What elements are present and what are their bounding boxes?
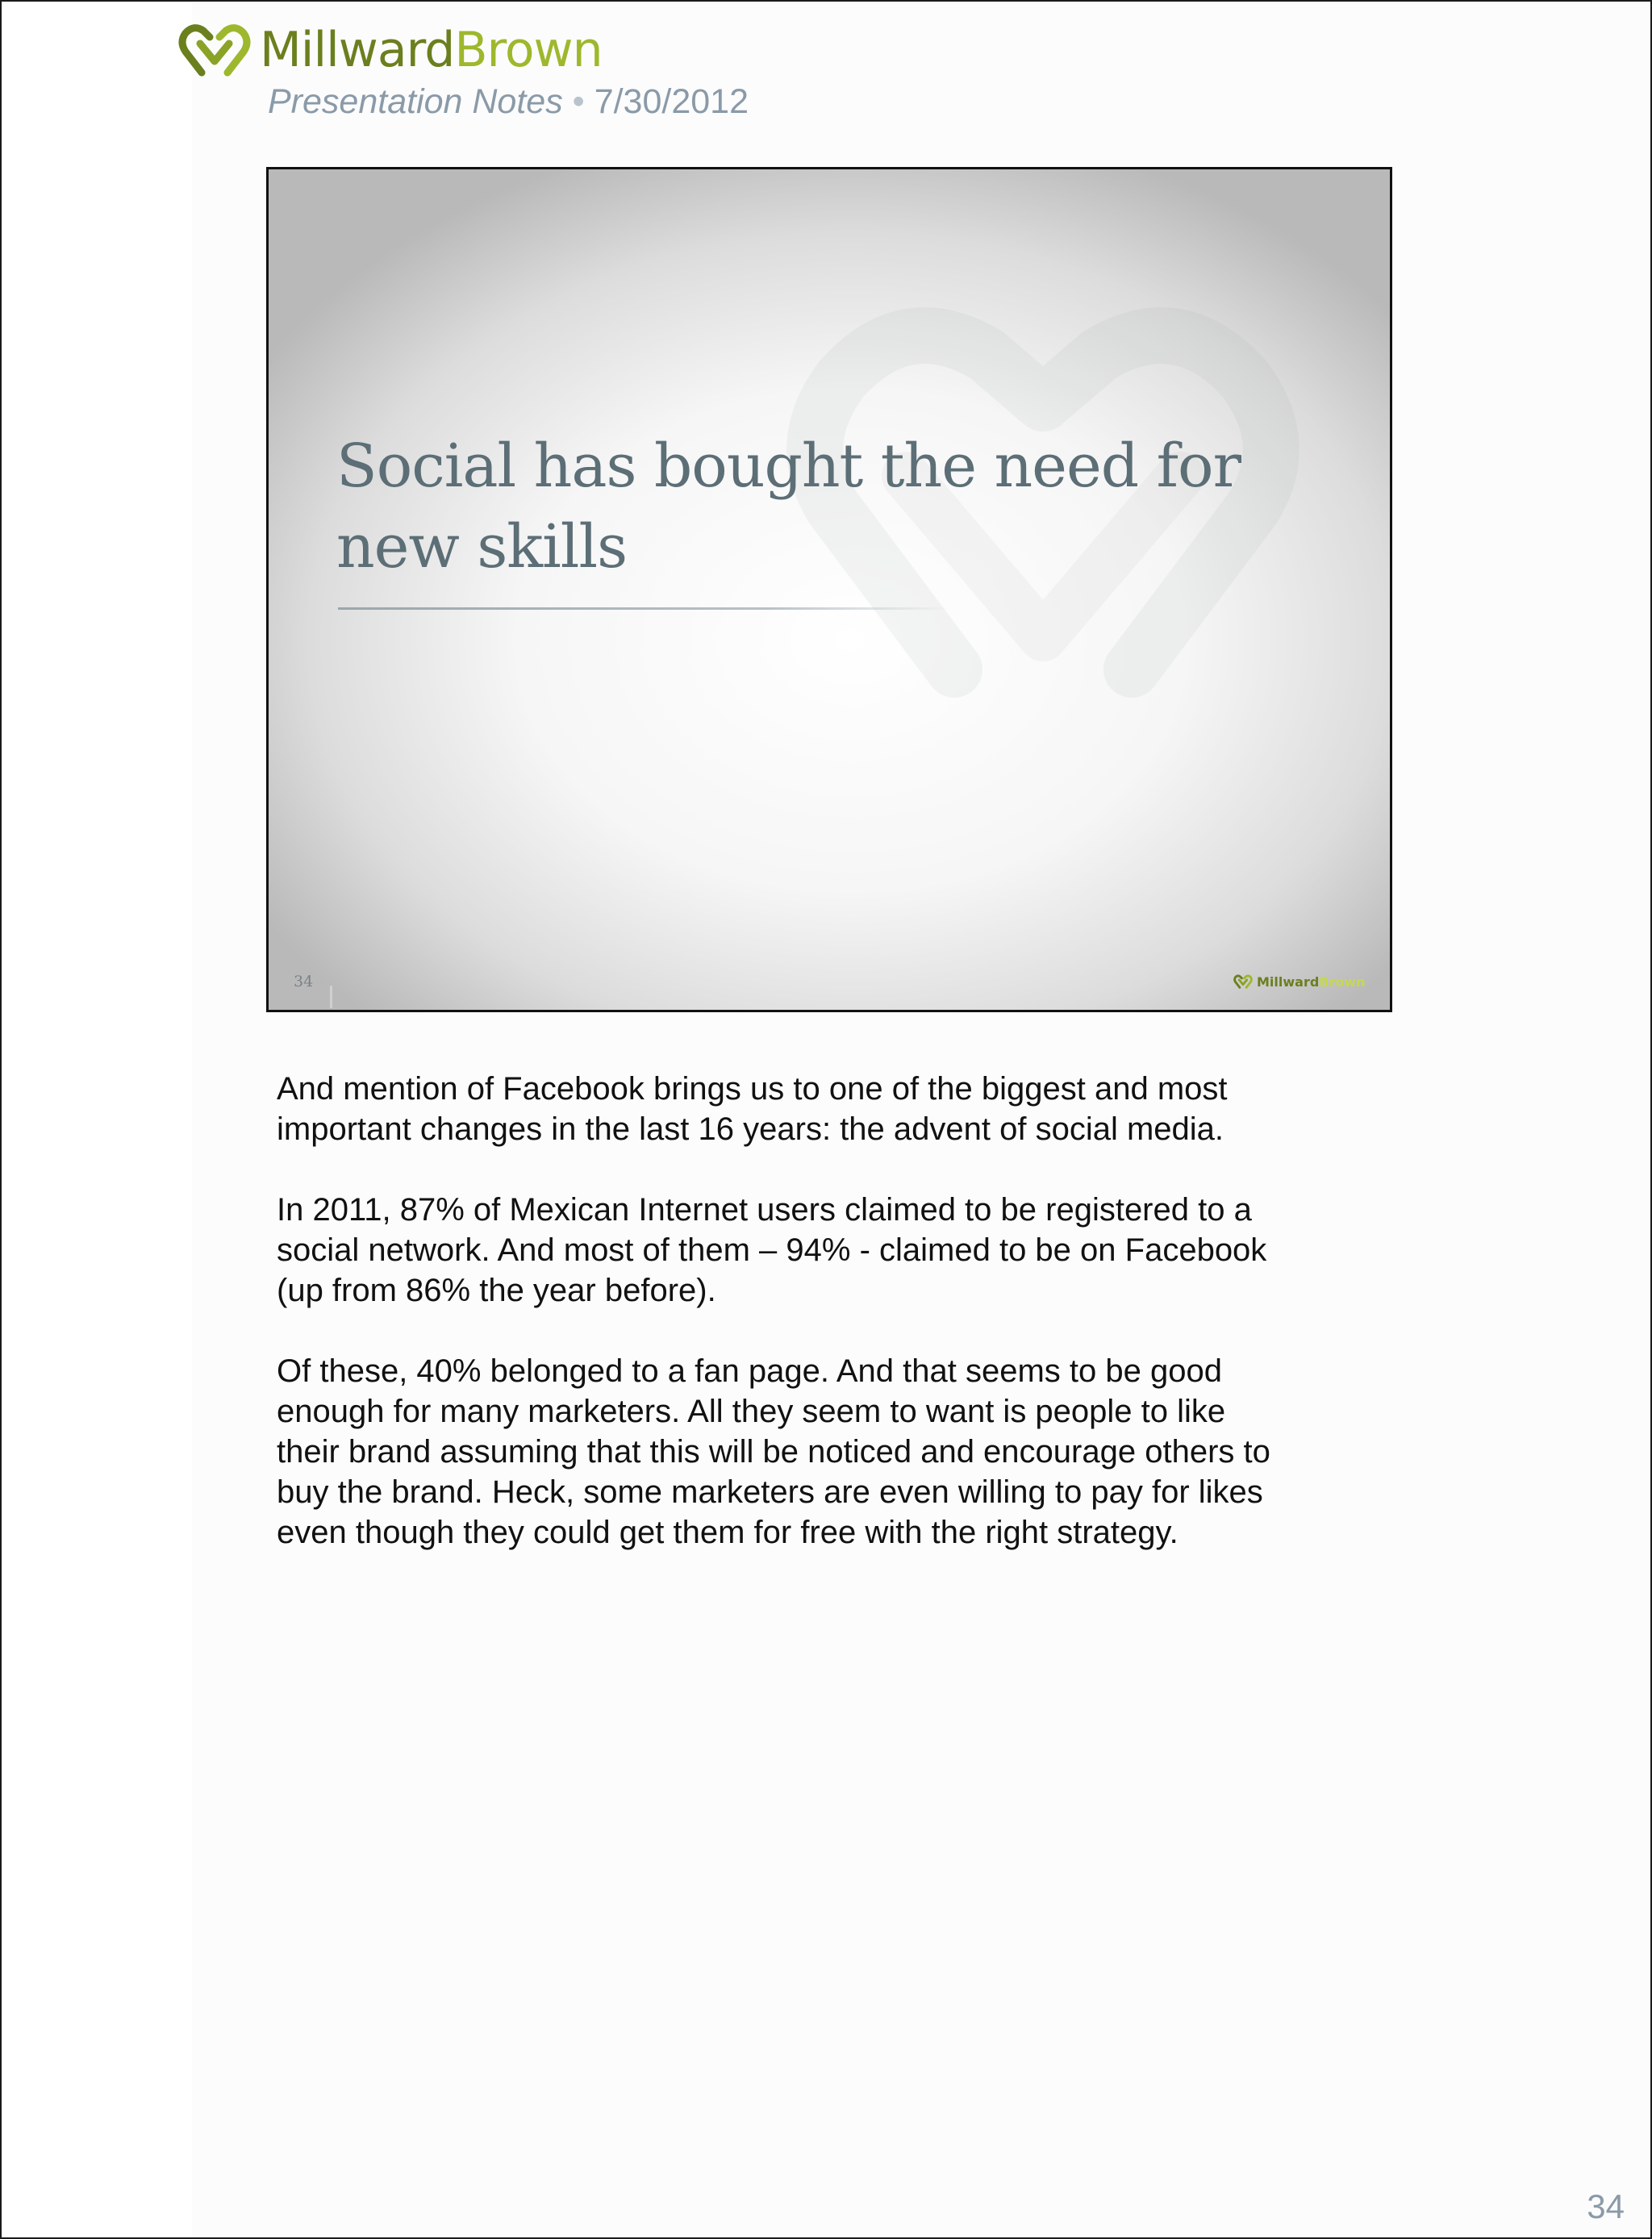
slide-brand-logo-icon <box>1233 973 1253 990</box>
notes-line: their brand assuming that this will be noticed and encourage others to <box>277 1434 1270 1470</box>
notes-paragraph-3 <box>277 1351 1374 1553</box>
notes-line: Of these, 40% belonged to a fan page. And that seems to be good <box>277 1353 1222 1389</box>
notes-line: important changes in the last 16 years: the advent of social media. <box>277 1111 1224 1147</box>
brand-name-part1: Millward <box>260 22 455 78</box>
slide-brand-name <box>1257 974 1366 990</box>
notes-paragraph-1 <box>277 1069 1374 1149</box>
slide-title <box>336 426 1304 587</box>
presentation-notes <box>277 1069 1374 1593</box>
brand-name-part2: Brown <box>454 22 603 78</box>
subtitle-date: 7/30/2012 <box>594 82 749 121</box>
brand-name <box>260 19 603 81</box>
subtitle-label: Presentation Notes <box>268 82 563 121</box>
notes-line: buy the brand. Heck, some marketers are even willing to pay for likes <box>277 1474 1263 1510</box>
slide-thumbnail <box>266 167 1392 1012</box>
notes-line: And mention of Facebook brings us to one of the biggest and most <box>277 1071 1228 1107</box>
notes-line: social network. And most of them – 94% - claimed to be on Facebook <box>277 1232 1267 1268</box>
notes-line: (up from 86% the year before). <box>277 1273 716 1308</box>
notes-line: enough for many marketers. All they seem to want is people to like <box>277 1394 1226 1429</box>
page-number: 34 <box>1587 2187 1625 2225</box>
slide-brand-part1: Millward <box>1257 974 1320 990</box>
slide-title-underline <box>338 607 951 610</box>
slide-number: 34 <box>294 973 314 990</box>
slide-title-line2: new skills <box>336 512 628 582</box>
subtitle-separator: • <box>572 82 585 121</box>
presentation-subtitle <box>268 79 749 124</box>
double-heart-logo-icon <box>177 19 252 81</box>
slide-divider-tick <box>330 986 332 1008</box>
brand-header <box>177 19 603 81</box>
notes-line: In 2011, 87% of Mexican Internet users claimed to be registered to a <box>277 1192 1252 1228</box>
slide-brand-part2: Brown <box>1319 974 1366 990</box>
notes-paragraph-2 <box>277 1190 1374 1311</box>
slide-title-line1: Social has bought the need for <box>336 432 1241 501</box>
notes-line: even though they could get them for free with the right strategy. <box>277 1515 1179 1550</box>
slide-brand <box>1233 973 1366 990</box>
